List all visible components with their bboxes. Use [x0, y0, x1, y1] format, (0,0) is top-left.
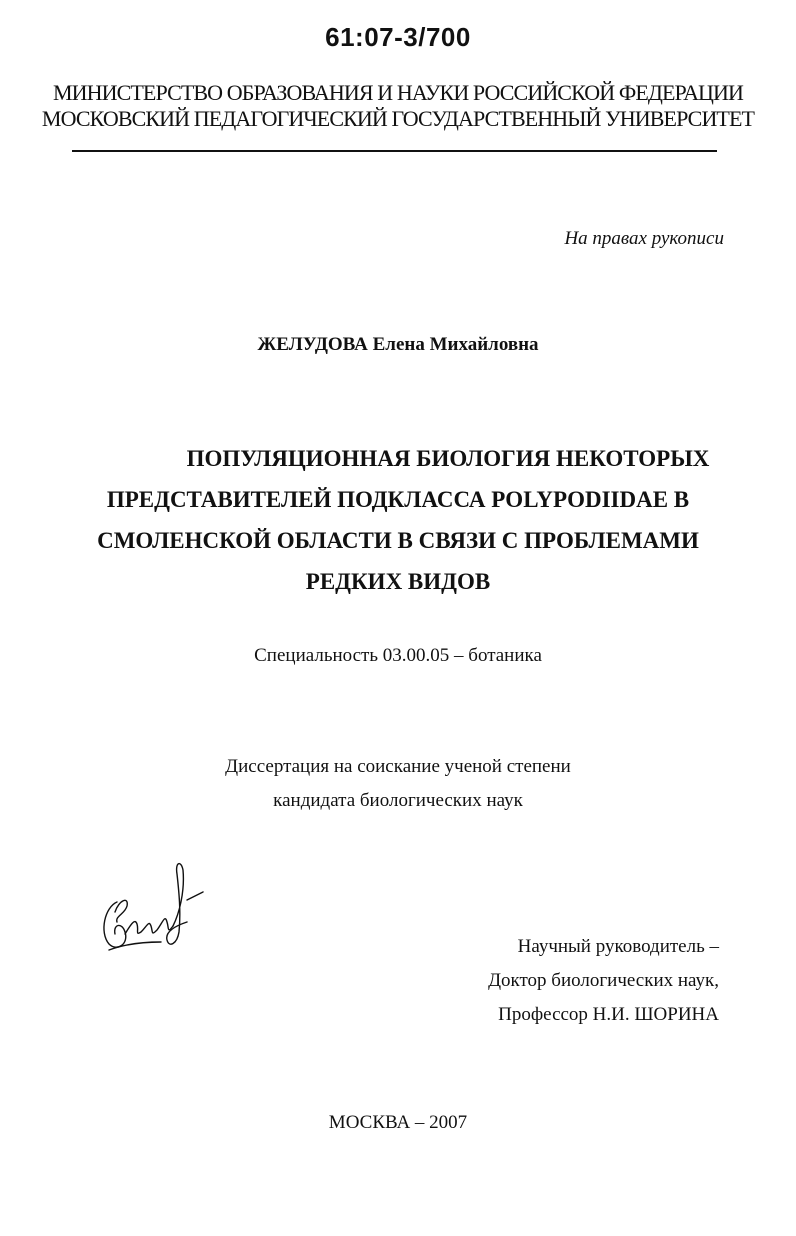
title-line: РЕДКИХ ВИДОВ — [305, 569, 491, 594]
handwritten-signature — [95, 852, 235, 962]
header-institution — [0, 80, 796, 132]
scientific-advisor — [488, 930, 719, 1032]
title-line: ПРЕДСТАВИТЕЛЕЙ ПОДКЛАССА POLYPODIIDAE В — [106, 487, 690, 512]
header-divider — [72, 150, 717, 152]
ministry-name: МИНИСТЕРСТВО ОБРАЗОВАНИЯ И НАУКИ РОССИЙСКОЙ ФЕДЕРАЦИИ — [52, 80, 744, 105]
specialty: Специальность 03.00.05 – ботаника — [254, 645, 542, 666]
rights-note: На правах рукописи — [564, 228, 724, 249]
advisor-degree: Доктор биологических наук, — [488, 970, 719, 991]
university-name: МОСКОВСКИЙ ПЕДАГОГИЧЕСКИЙ ГОСУДАРСТВЕННЫЙ УНИВЕРСИТЕТ — [41, 106, 755, 131]
title-line: СМОЛЕНСКОЙ ОБЛАСТИ В СВЯЗИ С ПРОБЛЕМАМИ — [97, 528, 699, 553]
thesis-title — [60, 438, 736, 602]
dissertation-line: Диссертация на соискание ученой степени — [225, 756, 571, 777]
city-year: МОСКВА – 2007 — [328, 1112, 468, 1133]
author-name: ЖЕЛУДОВА Елена Михайловна — [257, 334, 539, 355]
advisor-role: Научный руководитель – — [517, 936, 719, 957]
registration-code: 61:07-3/700 — [325, 22, 471, 52]
title-line: ПОПУЛЯЦИОННАЯ БИОЛОГИЯ НЕКОТОРЫХ — [186, 446, 710, 471]
advisor-name: Профессор Н.И. ШОРИНА — [498, 1004, 719, 1025]
dissertation-degree — [0, 750, 796, 818]
dissertation-line: кандидата биологических наук — [273, 790, 523, 811]
